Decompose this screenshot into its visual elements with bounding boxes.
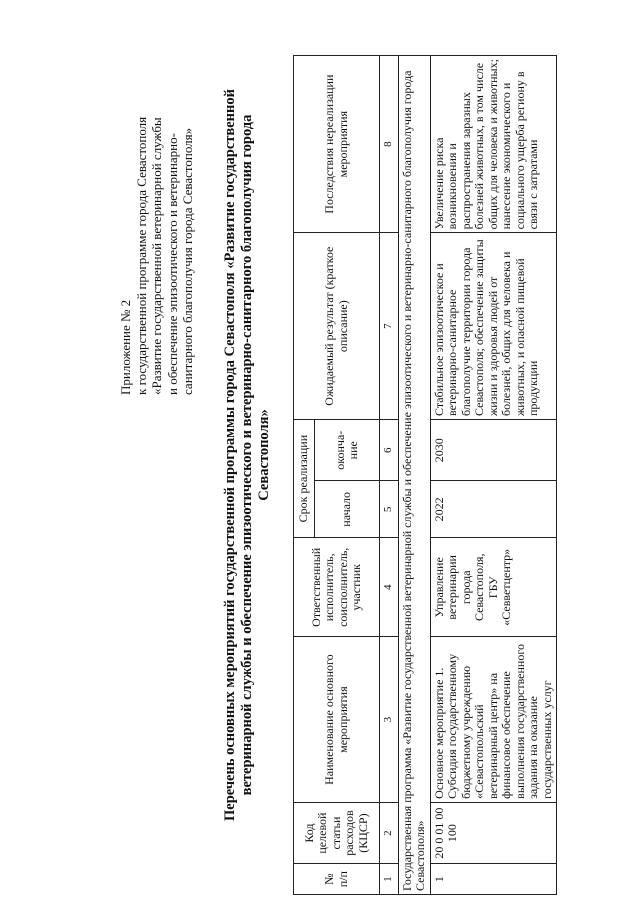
header-consequences: Последствия нереализации мероприятия — [294, 56, 380, 233]
header-name: Наименование основного мероприятия — [294, 637, 380, 802]
measures-table — [293, 55, 557, 895]
program-row — [398, 56, 430, 895]
column-number-row — [380, 56, 399, 895]
title-line: Севастополя» — [256, 409, 272, 501]
header-result: Ожидаемый результат (краткое описание) — [294, 233, 380, 420]
column-number: 6 — [380, 420, 399, 481]
table-row — [430, 56, 557, 895]
column-number: 4 — [380, 538, 399, 637]
appendix-line: «Развитие государственной ветеринарной службы — [149, 117, 164, 395]
column-number: 8 — [380, 56, 399, 233]
cell-result: Стабильное эпизоотическое и ветеринарно-санитарное благополучие территории города Севастополя; обеспечение защиты жизни и здоровья людей от болезней, общих для человека и животных, и опасной пищевой продукции — [430, 233, 557, 420]
header-term: Срок реализации — [294, 420, 315, 538]
table-header-row — [294, 56, 315, 895]
appendix-line: к государственной программе города Севастополя — [133, 116, 149, 395]
header-code: Код целевой статьи расходов (КЦСР) — [294, 802, 380, 863]
column-number: 2 — [380, 802, 399, 863]
appendix-line: санитарного благополучия города Севастополя» — [180, 127, 195, 395]
cell-end: 2030 — [430, 420, 557, 481]
program-name: Государственная программа «Развитие государственной ветеринарной службы и обеспечение эпизоотического и ветеринарно-санитарного благополучия города Севастополя» — [398, 56, 430, 895]
header-start: начало — [315, 481, 380, 538]
cell-consequences: Увеличение риска возникновения и распространения заразных болезней животных, в том числе общих для человека и животных; нанесение экономического и социального ущерба региону в связи с затратами — [430, 56, 557, 233]
title-line: Перечень основных мероприятий государственной программы города Севастополя «Развитие государственной — [222, 89, 238, 821]
header-end: оконча-ние — [315, 420, 380, 481]
column-number: 3 — [380, 637, 399, 802]
appendix-line: Приложение № 2 — [118, 299, 133, 395]
appendix-note — [118, 45, 196, 395]
document-title — [222, 55, 273, 855]
cell-executor: Управление ветеринарии города Севастополя, ГБУ «Севветцентр» — [430, 538, 557, 637]
cell-code: 20 0 01 00 100 — [430, 802, 557, 863]
header-num: № п/п — [294, 864, 380, 895]
cell-num: 1 — [430, 864, 557, 895]
cell-name: Основное мероприятие 1. Субсидия государственному бюджетному учреждению «Севастопольский ветеринарный центр» на финансовое обеспечение выполнения государственного задания на оказание государственных услуг — [430, 637, 557, 802]
cell-start: 2022 — [430, 481, 557, 538]
column-number: 5 — [380, 481, 399, 538]
header-executor: Ответственный исполнитель, соисполнитель, участник — [294, 538, 380, 637]
column-number: 7 — [380, 233, 399, 420]
column-number: 1 — [380, 864, 399, 895]
appendix-line: и обеспечение эпизоотического и ветеринарно- — [164, 133, 180, 395]
title-line: ветеринарной службы и обеспечение эпизоотического и ветеринарно-санитарного благополучия города — [239, 114, 255, 796]
